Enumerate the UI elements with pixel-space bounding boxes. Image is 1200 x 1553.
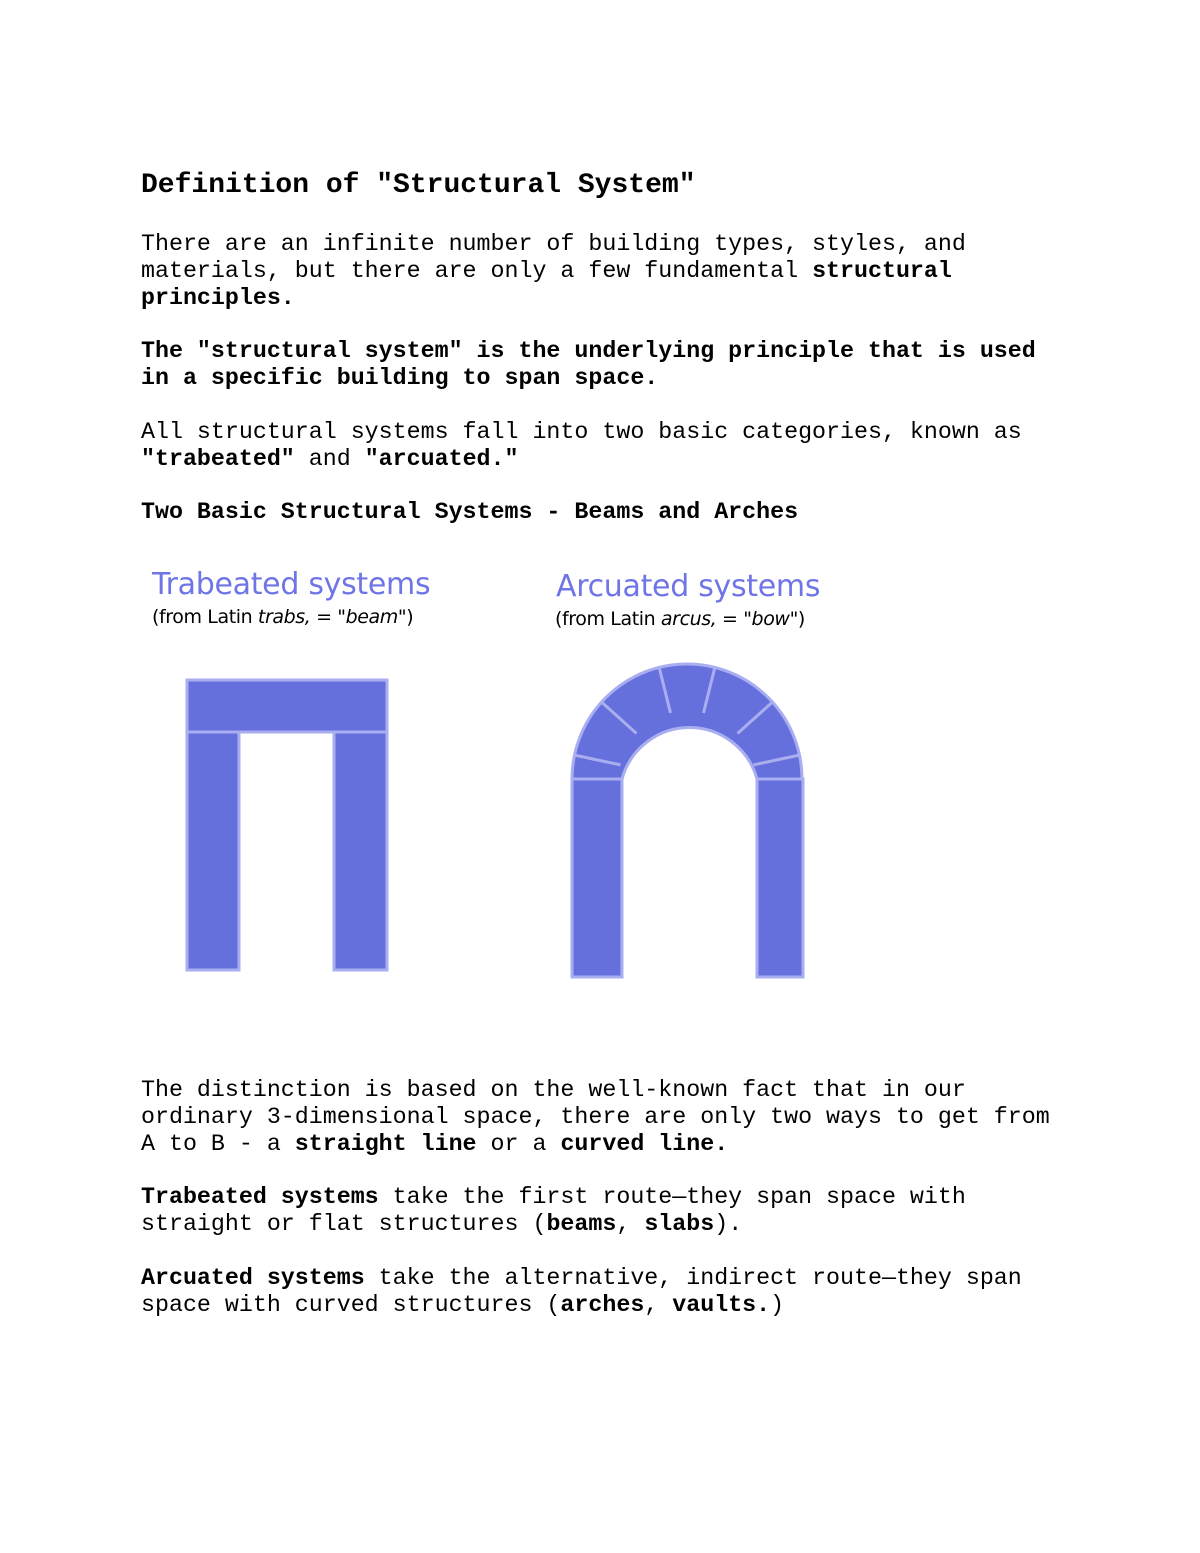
- arcuated-figure-title: Arcuated systems: [556, 569, 821, 604]
- left-post: [187, 732, 239, 970]
- left-pier: [572, 779, 622, 977]
- paragraph-intro-line-3: principles.: [141, 285, 295, 311]
- lintel-beam: [187, 680, 387, 732]
- trabeated-post-and-lintel-drawing: [187, 680, 387, 970]
- paragraph-intro-line-2: materials, but there are only a few fundamental structural: [141, 258, 952, 284]
- paragraph-distinction-line-1: The distinction is based on the well-known fact that in our: [141, 1077, 966, 1103]
- paragraph-distinction-line-2: ordinary 3-dimensional space, there are only two ways to get from: [141, 1104, 1050, 1130]
- paragraph-arcuated-line-1: Arcuated systems take the alternative, indirect route—they span: [141, 1265, 1022, 1291]
- paragraph-trabeated-line-1: Trabeated systems take the first route—they span space with: [141, 1184, 966, 1210]
- paragraph-distinction-line-3: A to B - a straight line or a curved line.: [141, 1131, 729, 1157]
- trabeated-figure-title: Trabeated systems: [152, 567, 431, 602]
- paragraph-categories-line-1: All structural systems fall into two basic categories, known as: [141, 419, 1022, 445]
- section-heading: Two Basic Structural Systems - Beams and Arches: [141, 499, 799, 525]
- paragraph-trabeated-line-2: straight or flat structures (beams, slabs).: [141, 1211, 743, 1237]
- right-post: [334, 732, 387, 970]
- trabeated-figure-subtitle: (from Latin trabs, = "beam"): [152, 606, 414, 628]
- page-title: Definition of "Structural System": [141, 170, 696, 201]
- arcuated-figure-subtitle: (from Latin arcus, = "bow"): [555, 608, 805, 630]
- arcuated-arch-drawing: [572, 664, 803, 977]
- paragraph-arcuated-line-2: space with curved structures (arches, vaults.): [141, 1292, 785, 1318]
- paragraph-definition-line-1: The "structural system" is the underlying principle that is used: [141, 338, 1036, 364]
- right-pier: [757, 779, 803, 977]
- paragraph-definition-line-2: in a specific building to span space.: [141, 365, 659, 391]
- paragraph-categories-line-2: "trabeated" and "arcuated.": [141, 446, 519, 472]
- paragraph-intro-line-1: There are an infinite number of building types, styles, and: [141, 231, 966, 257]
